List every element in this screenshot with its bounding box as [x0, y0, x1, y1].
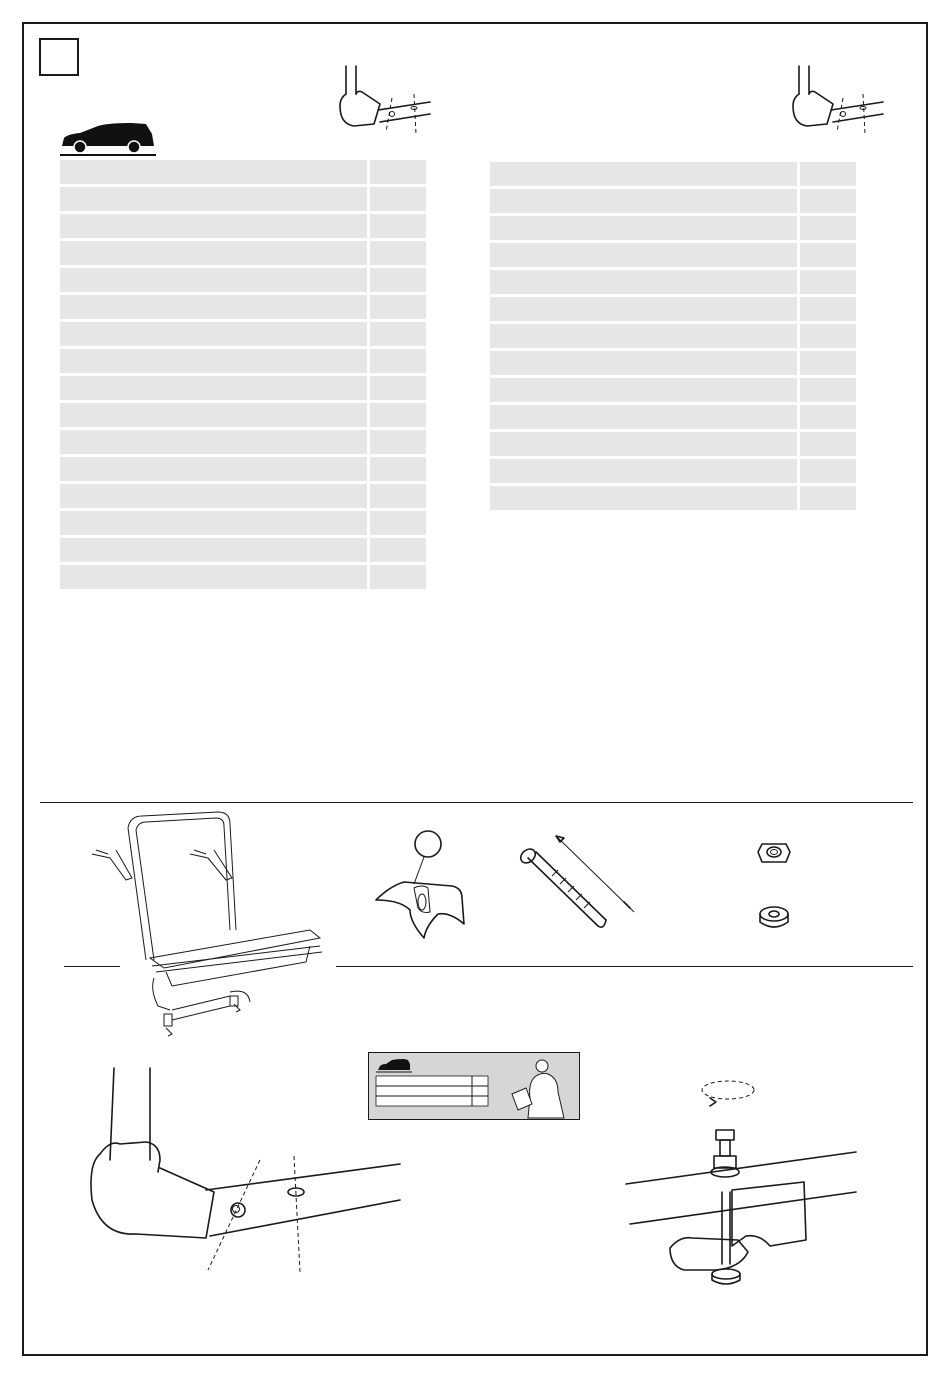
- parts-baseline-right: [336, 966, 913, 967]
- part-quantity-cell: [370, 565, 426, 589]
- part-quantity-cell: [800, 162, 856, 186]
- part-description-cell: [60, 376, 367, 400]
- part-quantity-cell: [800, 405, 856, 429]
- part-description-cell: [490, 324, 797, 348]
- tube-elbow-detail-icon: [783, 62, 888, 142]
- tube-elbow-detail-icon: [80, 1060, 410, 1280]
- part-description-cell: [60, 241, 367, 265]
- part-description-cell: [490, 243, 797, 267]
- part-description-cell: [60, 160, 367, 184]
- part-description-cell: [60, 538, 367, 562]
- part-quantity-cell: [800, 297, 856, 321]
- part-description-cell: [490, 459, 797, 483]
- part-quantity-cell: [800, 351, 856, 375]
- part-description-cell: [490, 270, 797, 294]
- section-divider: [40, 802, 913, 803]
- part-description-cell: [60, 268, 367, 292]
- part-description-cell: [490, 378, 797, 402]
- part-quantity-cell: [370, 484, 426, 508]
- part-quantity-cell: [370, 376, 426, 400]
- part-description-cell: [60, 430, 367, 454]
- part-quantity-cell: [800, 378, 856, 402]
- part-quantity-cell: [800, 432, 856, 456]
- part-description-cell: [490, 351, 797, 375]
- part-quantity-cell: [800, 486, 856, 510]
- part-quantity-cell: [370, 538, 426, 562]
- part-quantity-cell: [370, 430, 426, 454]
- part-quantity-cell: [370, 295, 426, 319]
- part-quantity-cell: [800, 243, 856, 267]
- part-quantity-cell: [370, 187, 426, 211]
- part-description-cell: [490, 189, 797, 213]
- hatchback-car-icon: [58, 120, 158, 158]
- part-quantity-cell: [800, 216, 856, 240]
- part-quantity-cell: [370, 214, 426, 238]
- part-quantity-cell: [370, 349, 426, 373]
- part-description-cell: [60, 403, 367, 427]
- part-quantity-cell: [800, 189, 856, 213]
- part-description-cell: [60, 565, 367, 589]
- part-quantity-cell: [800, 324, 856, 348]
- part-quantity-cell: [370, 160, 426, 184]
- mounting-clamp-icon: [370, 828, 470, 948]
- parts-table-left: [60, 160, 429, 591]
- part-quantity-cell: [370, 322, 426, 346]
- part-quantity-cell: [800, 459, 856, 483]
- tube-elbow-detail-icon: [330, 62, 435, 142]
- part-description-cell: [490, 486, 797, 510]
- part-description-cell: [60, 457, 367, 481]
- part-description-cell: [490, 162, 797, 186]
- rotate-arrow-icon: [702, 1081, 754, 1106]
- bike-carrier-icon: [80, 810, 340, 1040]
- part-description-cell: [490, 216, 797, 240]
- part-description-cell: [60, 187, 367, 211]
- part-quantity-cell: [370, 457, 426, 481]
- part-quantity-cell: [370, 241, 426, 265]
- read-manual-icon: [368, 1052, 580, 1120]
- part-description-cell: [60, 349, 367, 373]
- part-description-cell: [60, 322, 367, 346]
- part-quantity-cell: [370, 403, 426, 427]
- part-description-cell: [60, 511, 367, 535]
- part-quantity-cell: [370, 511, 426, 535]
- part-description-cell: [490, 297, 797, 321]
- step-number-box: [39, 38, 79, 76]
- part-description-cell: [490, 405, 797, 429]
- long-bolt-icon: [512, 832, 642, 942]
- part-description-cell: [60, 214, 367, 238]
- part-quantity-cell: [370, 268, 426, 292]
- part-description-cell: [490, 432, 797, 456]
- part-quantity-cell: [800, 270, 856, 294]
- clamp-assembly-icon: [620, 1072, 860, 1300]
- washer-icon: [756, 904, 792, 932]
- parts-table-right: [490, 162, 859, 512]
- lock-nut-icon: [756, 838, 792, 868]
- part-description-cell: [60, 484, 367, 508]
- part-description-cell: [60, 295, 367, 319]
